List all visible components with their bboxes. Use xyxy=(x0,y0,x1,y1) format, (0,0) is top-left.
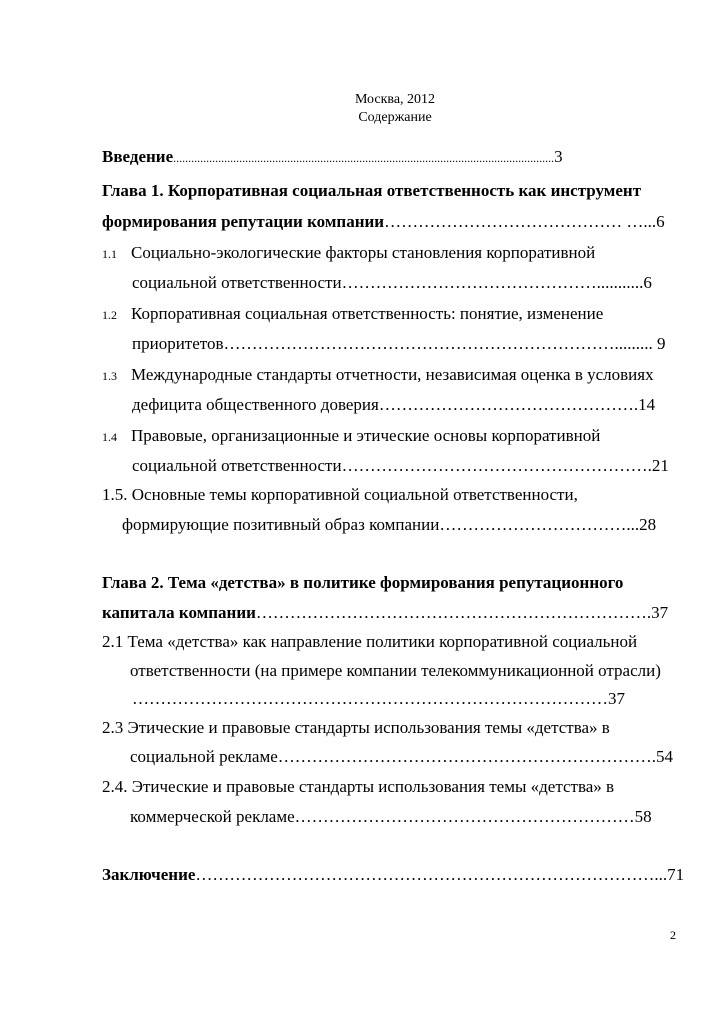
toc-1-4-dots: ………………………………………………. xyxy=(341,456,652,475)
toc-chapter1-title-line2-row xyxy=(102,211,665,233)
toc-2-3-title-line1: 2.3 Этические и правовые стандарты использования темы «детства» в xyxy=(102,718,610,737)
toc-2-3-page: .54 xyxy=(651,747,674,766)
toc-chapter2-page: 37 xyxy=(651,603,669,622)
city-year: Москва, 2012 xyxy=(354,92,436,107)
toc-conclusion-dots: ………………………………………………………………………... xyxy=(195,865,668,884)
toc-1-4-title-line1: Правовые, организационные и этические основы корпоративной xyxy=(131,426,601,445)
toc-2-1-title-line1: 2.1 Тема «детства» как направление политики корпоративной социальной xyxy=(102,632,638,651)
toc-2-3-dots: ………………………………………………………… xyxy=(277,747,652,766)
toc-1-1-line2 xyxy=(132,272,652,294)
toc-intro-label: Введение xyxy=(102,147,174,166)
toc-chapter2-dots: ……………………………………………………………. xyxy=(255,603,652,622)
toc-1-1-dots: ………………………………………........... xyxy=(341,273,644,292)
page-number: 2 xyxy=(670,928,676,942)
toc-1-4-num: 1.4 xyxy=(102,430,117,444)
toc-conclusion-label: Заключение xyxy=(102,865,196,884)
toc-1-5-title-line1: 1.5. Основные темы корпоративной социальной ответственности, xyxy=(102,485,578,504)
toc-1-2-line1 xyxy=(102,303,603,326)
toc-entry-conclusion xyxy=(102,864,684,886)
toc-1-5-line2 xyxy=(122,514,656,536)
toc-1-5-page: 28 xyxy=(639,515,657,534)
toc-1-5-dots: ……………………………... xyxy=(439,515,640,534)
toc-2-1-dots: ………………………………………………………………………… xyxy=(132,689,608,708)
toc-1-2-num: 1.2 xyxy=(102,308,117,322)
toc-2-4-line2 xyxy=(130,806,652,828)
toc-1-3-dots: ………………………………………. xyxy=(378,395,639,414)
toc-1-3-line2 xyxy=(132,394,655,416)
toc-1-1-title-line2: социальной ответственности xyxy=(132,273,342,292)
toc-2-1-page: 37 xyxy=(608,689,625,708)
toc-entry-intro xyxy=(102,146,563,169)
toc-1-3-title-line1: Международные стандарты отчетности, независимая оценка в условиях xyxy=(131,365,654,384)
toc-1-3-page: 14 xyxy=(638,395,656,414)
toc-1-3-line1 xyxy=(102,364,654,387)
toc-1-1-num: 1.1 xyxy=(102,247,117,261)
toc-1-4-title-line2: социальной ответственности xyxy=(132,456,342,475)
toc-2-3-title-line2: социальной рекламе xyxy=(130,747,278,766)
toc-1-2-line2 xyxy=(132,333,666,355)
toc-title: Содержание xyxy=(358,110,432,125)
toc-1-1-line1 xyxy=(102,242,595,265)
toc-2-4-dots: …………………………………………………… xyxy=(294,807,635,826)
toc-2-3-line2 xyxy=(130,746,673,768)
toc-chapter1-title-line2: формирования репутации компании xyxy=(102,212,385,231)
toc-intro-page: 3 xyxy=(554,147,563,166)
toc-1-1-page: 6 xyxy=(643,273,652,292)
toc-chapter2-title-line2: капитала компании xyxy=(102,603,256,622)
toc-2-4-title-line2: коммерческой рекламе xyxy=(130,807,295,826)
toc-chapter2-title-line1: Глава 2. Тема «детства» в политике формирования репутационного xyxy=(102,573,624,592)
toc-1-2-page: 9 xyxy=(652,334,666,353)
toc-1-3-num: 1.3 xyxy=(102,369,117,383)
toc-chapter1-title-line1: Глава 1. Корпоративная социальная ответственность как инструмент xyxy=(102,181,642,200)
toc-1-2-title-line1: Корпоративная социальная ответственность: понятие, изменение xyxy=(131,304,604,323)
toc-1-4-line2 xyxy=(132,455,669,477)
toc-1-2-title-line2: приоритетов xyxy=(132,334,224,353)
toc-1-4-line1 xyxy=(102,425,600,448)
toc-chapter2-title-line2-row xyxy=(102,602,668,624)
toc-1-3-title-line2: дефицита общественного доверия xyxy=(132,395,379,414)
toc-1-1-title-line1: Социально-экологические факторы становления корпоративной xyxy=(131,243,596,262)
toc-1-5-title-line2: формирующие позитивный образ компании xyxy=(122,515,440,534)
toc-intro-dots: ............................................................................................................................... xyxy=(173,151,555,165)
toc-2-1-title-line2: ответственности (на примере компании телекоммуникационной отрасли) xyxy=(130,661,661,680)
toc-1-4-page: 21 xyxy=(651,456,669,475)
toc-1-2-dots: ……………………………………………………………......... xyxy=(223,334,653,353)
toc-2-4-title-line1: 2.4. Этические и правовые стандарты использования темы «детства» в xyxy=(102,777,615,796)
toc-2-1-line3 xyxy=(132,688,625,710)
toc-conclusion-page: 71 xyxy=(667,865,685,884)
toc-chapter1-page: 6 xyxy=(656,212,665,231)
toc-2-4-page: 58 xyxy=(634,807,652,826)
toc-chapter1-dots: …………………………………… …... xyxy=(384,212,657,231)
